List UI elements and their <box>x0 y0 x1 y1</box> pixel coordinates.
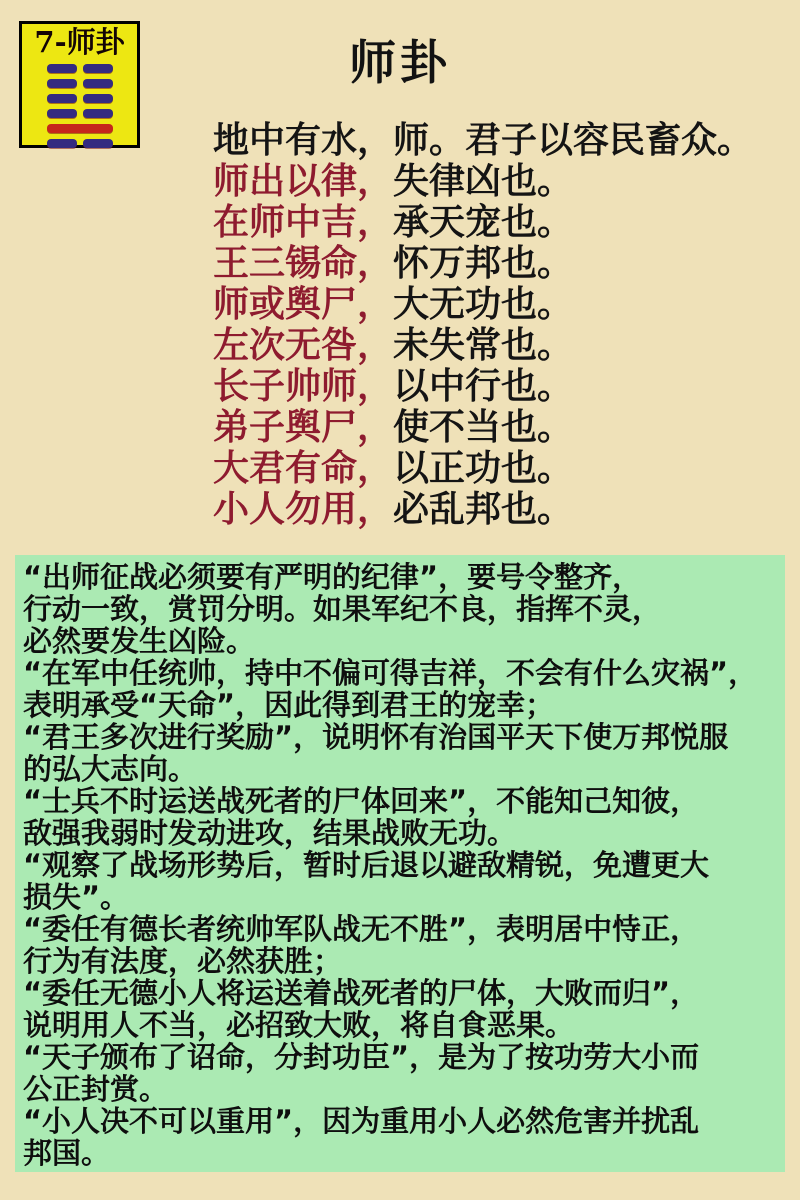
verse-line-black: 承天宠也。 <box>393 201 574 243</box>
verse-line <box>213 366 753 407</box>
commentary-line: “天子颁布了诏命，分封功臣”，是为了按功劳大小而 <box>23 1040 700 1074</box>
badge-label: 7-师卦 <box>34 25 125 59</box>
verse-line-black: 以正功也。 <box>393 447 574 489</box>
verse-line <box>213 284 753 325</box>
commentary-line: 损失”。 <box>23 880 130 914</box>
verse-line-black: 必乱邦也。 <box>393 488 574 530</box>
verse-line-red: 小人勿用， <box>213 488 394 530</box>
verse-line-red: 师出以律， <box>213 160 394 202</box>
commentary-line: “观察了战场形势后，暂时后退以避敌精锐，免遭更大 <box>23 848 710 882</box>
verse-line-red: 左次无咎， <box>213 324 394 366</box>
commentary-line: 敌强我弱时发动进攻，结果战败无功。 <box>23 816 517 850</box>
verse-line <box>213 407 753 448</box>
page-title: 师卦 <box>349 36 451 91</box>
commentary-line: 行为有法度，必然获胜； <box>23 944 343 978</box>
verse-line <box>213 448 753 489</box>
commentary-line: “出师征战必须要有严明的纪律”，要号令整齐， <box>23 560 642 594</box>
commentary-line: 公正封赏。 <box>23 1072 169 1106</box>
verse-line-red: 弟子舆尸， <box>213 406 394 448</box>
hexagram-line-solid <box>47 124 113 133</box>
hexagram-line-broken <box>47 94 113 103</box>
verse-line-black: 大无功也。 <box>393 283 574 325</box>
verse-line-black: 失律凶也。 <box>393 160 574 202</box>
commentary-line: 说明用人不当，必招致大败，将自食恶果。 <box>23 1008 575 1042</box>
verse-intro: 地中有水，师。君子以容民畜众。 <box>213 119 754 161</box>
hexagram-line-broken <box>47 109 113 118</box>
commentary-box <box>15 555 785 1172</box>
verse-line <box>213 325 753 366</box>
commentary-line: 必然要发生凶险。 <box>23 624 256 658</box>
verse-line-red: 在师中吉， <box>213 201 394 243</box>
commentary-line: “在军中任统帅，持中不偏可得吉祥，不会有什么灾祸”， <box>23 656 758 690</box>
verse-block <box>213 120 753 530</box>
verse-line-red: 王三锡命， <box>213 242 394 284</box>
commentary-line: 行动一致，赏罚分明。如果军纪不良，指挥不灵， <box>23 592 662 626</box>
commentary-line: 表明承受“天命”，因此得到君王的宠幸； <box>23 688 555 722</box>
verse-line-black: 使不当也。 <box>393 406 574 448</box>
verse-line <box>213 161 753 202</box>
commentary-line: “小人决不可以重用”，因为重用小人必然危害并扰乱 <box>23 1104 700 1138</box>
commentary-line: “君王多次进行奖励”，说明怀有治国平天下使万邦悦服 <box>23 720 729 754</box>
verse-line-red: 长子帅师， <box>213 365 394 407</box>
commentary-line: 的弘大志向。 <box>23 752 198 786</box>
verse-line <box>213 202 753 243</box>
commentary-line: “委任无德小人将运送着战死者的尸体，大败而归”， <box>23 976 700 1010</box>
commentary-line: “委任有德长者统帅军队战无不胜”，表明居中恃正， <box>23 912 700 946</box>
verse-line-red: 大君有命， <box>213 447 394 489</box>
verse-line-black: 以中行也。 <box>393 365 574 407</box>
hexagram-line-broken <box>47 139 113 148</box>
commentary-line: 邦国。 <box>23 1136 111 1170</box>
verse-line-black: 怀万邦也。 <box>393 242 574 284</box>
verse-line-red: 师或舆尸， <box>213 283 394 325</box>
verse-line <box>213 243 753 284</box>
commentary-line: “士兵不时运送战死者的尸体回来”，不能知己知彼， <box>23 784 700 818</box>
verse-line <box>213 489 753 530</box>
verse-line-black: 未失常也。 <box>393 324 574 366</box>
